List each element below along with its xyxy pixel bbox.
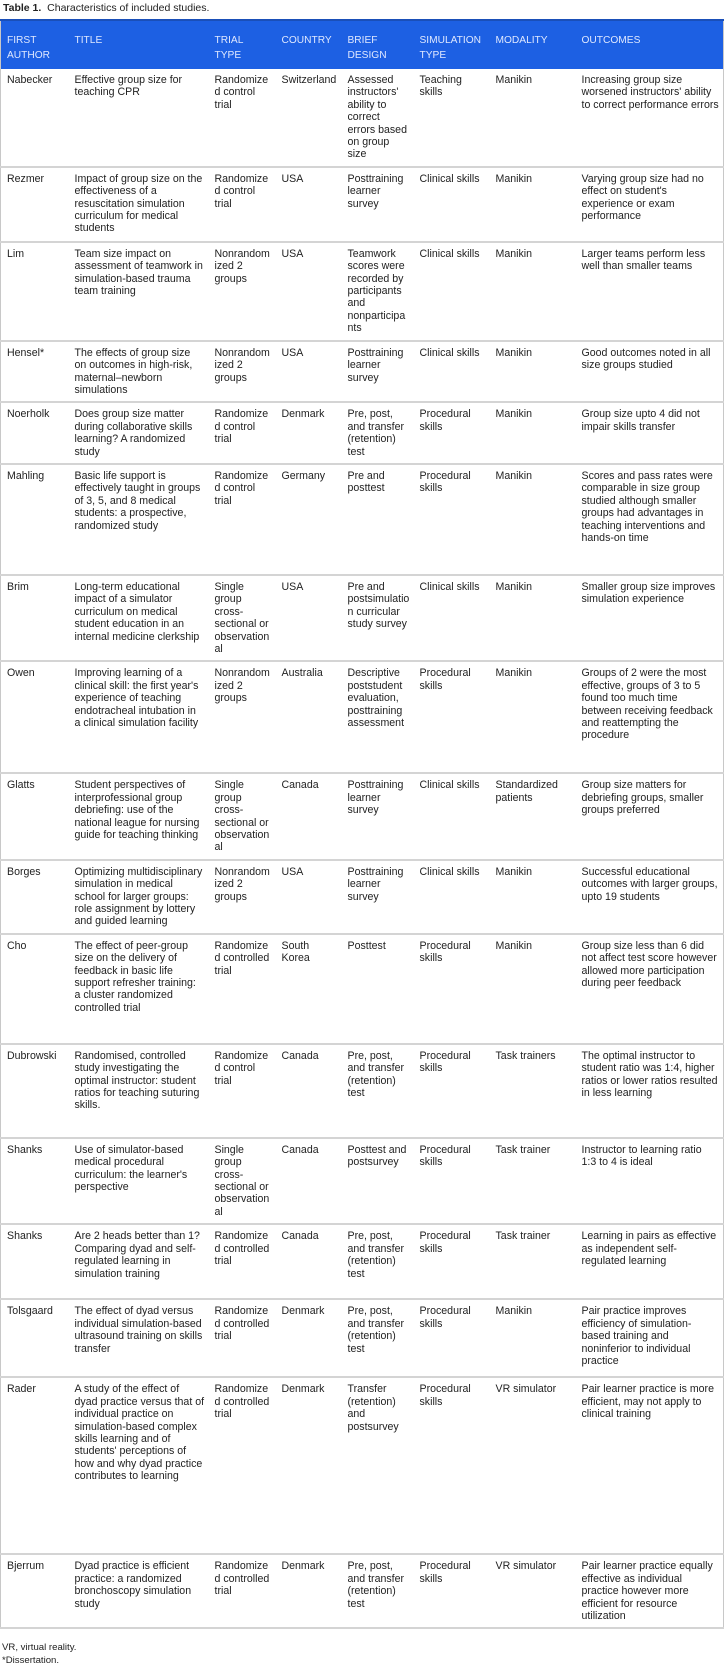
table-cell: Groups of 2 were the most effective, groups of 3 to 5 found too much time between receiving feedback and reattempting the procedure: [576, 661, 724, 773]
table-cell: Noerholk: [1, 402, 69, 464]
table-cell: Procedural skills: [414, 934, 490, 1044]
table-row: [1, 1138, 724, 1224]
table-cell: Manikin: [490, 341, 576, 403]
table-row: [1, 1554, 724, 1628]
table-cell: Dyad practice is efficient practice: a randomized bronchoscopy simulation study: [69, 1554, 209, 1628]
table-cell: Assessed instructors' ability to correct errors based on group size: [342, 69, 414, 167]
table-cell: Randomized control trial: [209, 69, 276, 167]
caption-text: Characteristics of included studies.: [47, 2, 210, 14]
table-cell: Bjerrum: [1, 1554, 69, 1628]
table-cell: The effect of dyad versus individual simulation-based ultrasound training on skills transfer: [69, 1299, 209, 1377]
table-cell: Procedural skills: [414, 402, 490, 464]
table-cell: Pair practice improves efficiency of simulation-based training and noninferior to individual practice: [576, 1299, 724, 1377]
table-cell: Canada: [276, 773, 342, 859]
table-cell: Hensel*: [1, 341, 69, 403]
studies-table: [0, 19, 724, 1629]
table-cell: Manikin: [490, 402, 576, 464]
column-header: BRIEF DESIGN: [347, 35, 387, 61]
table-cell: Single group cross-sectional or observational: [209, 575, 276, 661]
table-cell: Randomized controlled trial: [209, 1377, 276, 1554]
table-cell: Improving learning of a clinical skill: the first year's experience of teaching endotracheal intubation in a clinical simulation facility: [69, 661, 209, 773]
table-cell: Shanks: [1, 1138, 69, 1224]
table-cell: Cho: [1, 934, 69, 1044]
table-cell: Pre, post, and transfer (retention) test: [342, 1044, 414, 1138]
table-cell: Denmark: [276, 1299, 342, 1377]
table-row: [1, 1044, 724, 1138]
table-cell: Long-term educational impact of a simulator curriculum on medical student education in an internal medicine clerkship: [69, 575, 209, 661]
table-cell: Denmark: [276, 1554, 342, 1628]
table-cell: VR simulator: [490, 1377, 576, 1554]
table-cell: Rader: [1, 1377, 69, 1554]
table-cell: Pair learner practice equally effective as individual practice however more efficient for resource utilization: [576, 1554, 724, 1628]
table-cell: USA: [276, 575, 342, 661]
table-cell: Denmark: [276, 402, 342, 464]
table-cell: Manikin: [490, 934, 576, 1044]
table-cell: Manikin: [490, 69, 576, 167]
table-cell: USA: [276, 341, 342, 403]
caption-label: Table 1.: [3, 2, 42, 14]
column-header: COUNTRY: [281, 35, 332, 46]
table-row: [1, 464, 724, 575]
table-cell: Manikin: [490, 167, 576, 242]
table-caption: [3, 2, 724, 15]
table-cell: Nonrandomized 2 groups: [209, 341, 276, 403]
table-cell: Standardized patients: [490, 773, 576, 859]
table-cell: Scores and pass rates were comparable in size group studied although smaller groups had advantages in teaching interventions and hands-on time: [576, 464, 724, 575]
table-cell: Lim: [1, 242, 69, 341]
table-cell: Australia: [276, 661, 342, 773]
table-cell: Procedural skills: [414, 661, 490, 773]
table-cell: Group size less than 6 did not affect test score however allowed more participation during peer feedback: [576, 934, 724, 1044]
table-cell: Dubrowski: [1, 1044, 69, 1138]
table-cell: Manikin: [490, 860, 576, 934]
table-cell: Procedural skills: [414, 464, 490, 575]
table-cell: Switzerland: [276, 69, 342, 167]
table-cell: Are 2 heads better than 1? Comparing dyad and self-regulated learning in simulation training: [69, 1224, 209, 1299]
footnote-vr: VR, virtual reality.: [2, 1642, 77, 1654]
table-cell: Clinical skills: [414, 773, 490, 859]
table-cell: Randomized control trial: [209, 1044, 276, 1138]
table-cell: Single group cross-sectional or observational: [209, 1138, 276, 1224]
table-cell: Teamwork scores were recorded by participants and nonparticipants: [342, 242, 414, 341]
table-cell: Procedural skills: [414, 1299, 490, 1377]
table-cell: Posttest: [342, 934, 414, 1044]
table-header-row: [1, 20, 724, 69]
table-cell: The effects of group size on outcomes in high-risk, maternal–newborn simulations: [69, 341, 209, 403]
table-cell: Manikin: [490, 464, 576, 575]
table-cell: Pre and postsimulation curricular study survey: [342, 575, 414, 661]
table-cell: Manikin: [490, 242, 576, 341]
table-cell: Posttraining learner survey: [342, 773, 414, 859]
table-row: [1, 661, 724, 773]
table-cell: Student perspectives of interprofessional group debriefing: use of the national league for nursing guide for teaching thinking: [69, 773, 209, 859]
table-cell: Posttest and postsurvey: [342, 1138, 414, 1224]
table-cell: Canada: [276, 1138, 342, 1224]
table-cell: Glatts: [1, 773, 69, 859]
table-row: [1, 1224, 724, 1299]
table-cell: Basic life support is effectively taught in groups of 3, 5, and 8 medical students: a prospective, randomized study: [69, 464, 209, 575]
table-cell: Use of simulator-based medical procedural curriculum: the learner's perspective: [69, 1138, 209, 1224]
table-cell: Pre and posttest: [342, 464, 414, 575]
table-row: [1, 402, 724, 464]
table-cell: Randomized control trial: [209, 402, 276, 464]
table-cell: Rezmer: [1, 167, 69, 242]
table-cell: USA: [276, 167, 342, 242]
table-cell: Pre, post, and transfer (retention) test: [342, 1554, 414, 1628]
table-cell: Mahling: [1, 464, 69, 575]
table-row: [1, 860, 724, 934]
table-cell: Manikin: [490, 1299, 576, 1377]
table-row: [1, 773, 724, 859]
table-cell: Canada: [276, 1044, 342, 1138]
table-row: [1, 575, 724, 661]
table-cell: Nonrandomized 2 groups: [209, 242, 276, 341]
table-cell: Effective group size for teaching CPR: [69, 69, 209, 167]
table-row: [1, 167, 724, 242]
table-cell: Transfer (retention) and postsurvey: [342, 1377, 414, 1554]
table-cell: Procedural skills: [414, 1377, 490, 1554]
table-cell: Nonrandomized 2 groups: [209, 860, 276, 934]
table-row: [1, 1377, 724, 1554]
column-header: TRIAL TYPE: [214, 35, 243, 61]
table-cell: Descriptive poststudent evaluation, posttraining assessment: [342, 661, 414, 773]
table-cell: South Korea: [276, 934, 342, 1044]
table-cell: Clinical skills: [414, 341, 490, 403]
table-cell: Nabecker: [1, 69, 69, 167]
table-cell: Owen: [1, 661, 69, 773]
table-cell: Smaller group size improves simulation experience: [576, 575, 724, 661]
table-cell: Clinical skills: [414, 242, 490, 341]
table-cell: Clinical skills: [414, 860, 490, 934]
table-cell: Brim: [1, 575, 69, 661]
table-cell: Posttraining learner survey: [342, 860, 414, 934]
table-cell: The effect of peer-group size on the delivery of feedback in basic life support refresher training: a cluster randomized controlled trial: [69, 934, 209, 1044]
table-cell: Pre, post, and transfer (retention) test: [342, 1299, 414, 1377]
table-cell: Procedural skills: [414, 1554, 490, 1628]
table-cell: Randomized control trial: [209, 167, 276, 242]
table-row: [1, 1299, 724, 1377]
table-cell: Increasing group size worsened instructors' ability to correct performance errors: [576, 69, 724, 167]
table-cell: Randomized control trial: [209, 464, 276, 575]
table-cell: Randomized controlled trial: [209, 1224, 276, 1299]
table-cell: Larger teams perform less well than smaller teams: [576, 242, 724, 341]
table-cell: Pair learner practice is more efficient, may not apply to clinical training: [576, 1377, 724, 1554]
table-cell: Clinical skills: [414, 167, 490, 242]
table-cell: Does group size matter during collaborative skills learning? A randomized study: [69, 402, 209, 464]
table-cell: Tolsgaard: [1, 1299, 69, 1377]
table-cell: Borges: [1, 860, 69, 934]
table-cell: Manikin: [490, 661, 576, 773]
column-header: MODALITY: [495, 35, 548, 46]
table-cell: Optimizing multidisciplinary simulation in medical school for larger groups: role assignment by lottery and guided learning: [69, 860, 209, 934]
table-row: [1, 934, 724, 1044]
table-cell: Procedural skills: [414, 1044, 490, 1138]
table-cell: VR simulator: [490, 1554, 576, 1628]
footnote-dissertation: *Dissertation.: [2, 1655, 60, 1667]
table-cell: The optimal instructor to student ratio was 1:4, higher ratios or lower ratios resulted in less learning: [576, 1044, 724, 1138]
table-cell: Pre, post, and transfer (retention) test: [342, 1224, 414, 1299]
table-cell: Varying group size had no effect on student's experience or exam performance: [576, 167, 724, 242]
table-cell: Successful educational outcomes with larger groups, upto 19 students: [576, 860, 724, 934]
column-header: TITLE: [74, 35, 103, 46]
table-cell: Germany: [276, 464, 342, 575]
table-cell: Procedural skills: [414, 1224, 490, 1299]
table-row: [1, 242, 724, 341]
table-cell: Posttraining learner survey: [342, 167, 414, 242]
table-cell: Group size upto 4 did not impair skills transfer: [576, 402, 724, 464]
table-cell: Randomized controlled trial: [209, 934, 276, 1044]
table-row: [1, 341, 724, 403]
table-row: [1, 69, 724, 167]
table-cell: Denmark: [276, 1377, 342, 1554]
table-cell: Manikin: [490, 575, 576, 661]
table-cell: Procedural skills: [414, 1138, 490, 1224]
table-cell: Good outcomes noted in all size groups studied: [576, 341, 724, 403]
table-cell: Pre, post, and transfer (retention) test: [342, 402, 414, 464]
column-header: FIRST AUTHOR: [7, 35, 51, 61]
table-cell: Shanks: [1, 1224, 69, 1299]
table-cell: USA: [276, 242, 342, 341]
table-cell: Randomized controlled trial: [209, 1554, 276, 1628]
table-cell: A study of the effect of dyad practice versus that of individual practice on simulation-based complex skills learning and of students' perceptions of how and why dyad practice contributes to learning: [69, 1377, 209, 1554]
table-cell: Group size matters for debriefing groups, smaller groups preferred: [576, 773, 724, 859]
column-header: SIMULATION TYPE: [419, 35, 482, 61]
table-cell: Task trainers: [490, 1044, 576, 1138]
table-cell: Randomized controlled trial: [209, 1299, 276, 1377]
column-header: OUTCOMES: [581, 35, 641, 46]
table-cell: Instructor to learning ratio 1:3 to 4 is ideal: [576, 1138, 724, 1224]
table-cell: Randomised, controlled study investigating the optimal instructor: student ratios for teaching suturing skills.: [69, 1044, 209, 1138]
table-cell: Task trainer: [490, 1224, 576, 1299]
table-cell: Canada: [276, 1224, 342, 1299]
table-cell: Impact of group size on the effectiveness of a resuscitation simulation curriculum for medical students: [69, 167, 209, 242]
table-cell: Team size impact on assessment of teamwork in simulation-based trauma team training: [69, 242, 209, 341]
table-cell: Single group cross-sectional or observational: [209, 773, 276, 859]
table-cell: Teaching skills: [414, 69, 490, 167]
table-cell: Clinical skills: [414, 575, 490, 661]
table-cell: Learning in pairs as effective as independent self-regulated learning: [576, 1224, 724, 1299]
table-cell: Posttraining learner survey: [342, 341, 414, 403]
table-cell: USA: [276, 860, 342, 934]
table-cell: Task trainer: [490, 1138, 576, 1224]
table-cell: Nonrandomized 2 groups: [209, 661, 276, 773]
